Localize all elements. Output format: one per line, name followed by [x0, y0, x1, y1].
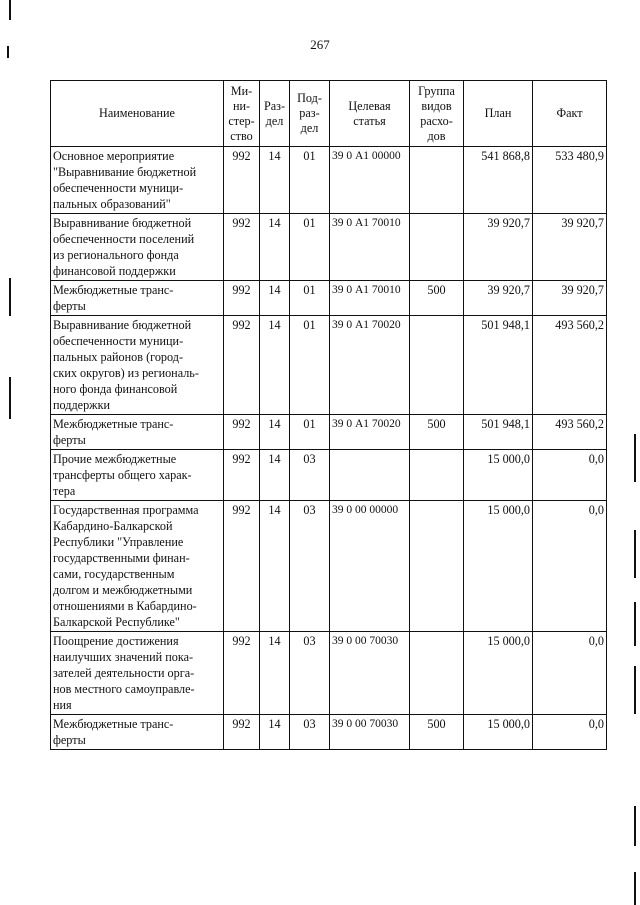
- table-row: [51, 281, 607, 316]
- cell-ministry: 992: [224, 147, 260, 214]
- cell-ministry: 992: [224, 501, 260, 632]
- scan-mark: [634, 806, 636, 846]
- cell-fact: 0,0: [533, 501, 607, 632]
- page-number: 267: [310, 37, 330, 52]
- cell-group: [410, 450, 464, 501]
- cell-section: 14: [260, 214, 290, 281]
- cell-ministry: 992: [224, 214, 260, 281]
- cell-plan: 15 000,0: [464, 632, 533, 715]
- cell-target: 39 0 00 00000: [330, 501, 410, 632]
- cell-group: [410, 316, 464, 415]
- cell-group: [410, 501, 464, 632]
- scan-mark: [634, 434, 636, 482]
- cell-name: Межбюджетные транс- ферты: [51, 415, 224, 450]
- cell-ministry: 992: [224, 281, 260, 316]
- cell-subsection: 03: [290, 450, 330, 501]
- cell-section: 14: [260, 147, 290, 214]
- cell-ministry: 992: [224, 715, 260, 750]
- cell-ministry: 992: [224, 316, 260, 415]
- cell-group: 500: [410, 415, 464, 450]
- cell-target: [330, 450, 410, 501]
- table-row: [51, 450, 607, 501]
- table-row: [51, 501, 607, 632]
- cell-subsection: 01: [290, 415, 330, 450]
- cell-subsection: 01: [290, 214, 330, 281]
- table-row: [51, 715, 607, 750]
- cell-plan: 15 000,0: [464, 501, 533, 632]
- cell-plan: 501 948,1: [464, 316, 533, 415]
- cell-fact: 39 920,7: [533, 214, 607, 281]
- cell-target: 39 0 А1 70020: [330, 415, 410, 450]
- col-header-ministry: Ми- ни- стер- ство: [224, 81, 260, 147]
- cell-target: 39 0 А1 70010: [330, 214, 410, 281]
- cell-group: [410, 147, 464, 214]
- col-header-section: Раз- дел: [260, 81, 290, 147]
- cell-subsection: 01: [290, 316, 330, 415]
- table-row: [51, 147, 607, 214]
- table-row: [51, 316, 607, 415]
- budget-table: [50, 80, 607, 750]
- table-header-row: [51, 81, 607, 147]
- table-body: [51, 147, 607, 750]
- cell-plan: 501 948,1: [464, 415, 533, 450]
- cell-section: 14: [260, 450, 290, 501]
- cell-fact: 493 560,2: [533, 316, 607, 415]
- cell-plan: 15 000,0: [464, 450, 533, 501]
- col-header-fact: Факт: [533, 81, 607, 147]
- cell-subsection: 01: [290, 147, 330, 214]
- cell-target: 39 0 00 70030: [330, 632, 410, 715]
- cell-name: Прочие межбюджетные трансферты общего харак- тера: [51, 450, 224, 501]
- scan-mark: [9, 278, 11, 316]
- cell-name: Государственная программа Кабардино-Балкарской Республики "Управление государственными финан- сами, государственным долгом и межбюджетными отношениями в Кабардино- Балкарской Республике": [51, 501, 224, 632]
- scan-mark: [634, 872, 636, 905]
- cell-name: Выравнивание бюджетной обеспеченности поселений из регионального фонда финансовой поддержки: [51, 214, 224, 281]
- scan-mark: [634, 602, 636, 646]
- cell-section: 14: [260, 281, 290, 316]
- scan-mark: [634, 530, 636, 578]
- cell-plan: 541 868,8: [464, 147, 533, 214]
- cell-section: 14: [260, 632, 290, 715]
- cell-name: Межбюджетные транс- ферты: [51, 715, 224, 750]
- cell-fact: 0,0: [533, 450, 607, 501]
- cell-name: Выравнивание бюджетной обеспеченности муници- пальных районов (город- ских округов) из региональ- ного фонда финансовой поддержки: [51, 316, 224, 415]
- cell-ministry: 992: [224, 450, 260, 501]
- cell-subsection: 01: [290, 281, 330, 316]
- cell-plan: 39 920,7: [464, 281, 533, 316]
- col-header-subsection: Под- раз- дел: [290, 81, 330, 147]
- cell-plan: 39 920,7: [464, 214, 533, 281]
- scan-mark: [7, 46, 9, 58]
- cell-subsection: 03: [290, 632, 330, 715]
- cell-fact: 0,0: [533, 715, 607, 750]
- table-row: [51, 214, 607, 281]
- cell-target: 39 0 А1 70010: [330, 281, 410, 316]
- cell-section: 14: [260, 316, 290, 415]
- scan-mark: [9, 0, 11, 20]
- cell-section: 14: [260, 415, 290, 450]
- cell-fact: 0,0: [533, 632, 607, 715]
- col-header-group: Группа видов расхо- дов: [410, 81, 464, 147]
- cell-fact: 533 480,9: [533, 147, 607, 214]
- scan-mark: [634, 666, 636, 714]
- cell-name: Поощрение достижения наилучших значений пока- зателей деятельности орга- нов местного самоуправле- ния: [51, 632, 224, 715]
- col-header-plan: План: [464, 81, 533, 147]
- cell-subsection: 03: [290, 715, 330, 750]
- cell-group: [410, 214, 464, 281]
- cell-section: 14: [260, 715, 290, 750]
- cell-target: 39 0 А1 70020: [330, 316, 410, 415]
- table-row: [51, 632, 607, 715]
- cell-target: 39 0 00 70030: [330, 715, 410, 750]
- cell-subsection: 03: [290, 501, 330, 632]
- cell-fact: 39 920,7: [533, 281, 607, 316]
- cell-ministry: 992: [224, 415, 260, 450]
- cell-target: 39 0 А1 00000: [330, 147, 410, 214]
- scan-mark: [9, 377, 11, 419]
- col-header-target: Целевая статья: [330, 81, 410, 147]
- cell-section: 14: [260, 501, 290, 632]
- cell-fact: 493 560,2: [533, 415, 607, 450]
- cell-group: 500: [410, 281, 464, 316]
- cell-ministry: 992: [224, 632, 260, 715]
- cell-name: Межбюджетные транс- ферты: [51, 281, 224, 316]
- cell-plan: 15 000,0: [464, 715, 533, 750]
- col-header-name: Наименование: [51, 81, 224, 147]
- table-row: [51, 415, 607, 450]
- cell-group: [410, 632, 464, 715]
- cell-group: 500: [410, 715, 464, 750]
- cell-name: Основное мероприятие "Выравнивание бюджетной обеспеченности муници- пальных образований": [51, 147, 224, 214]
